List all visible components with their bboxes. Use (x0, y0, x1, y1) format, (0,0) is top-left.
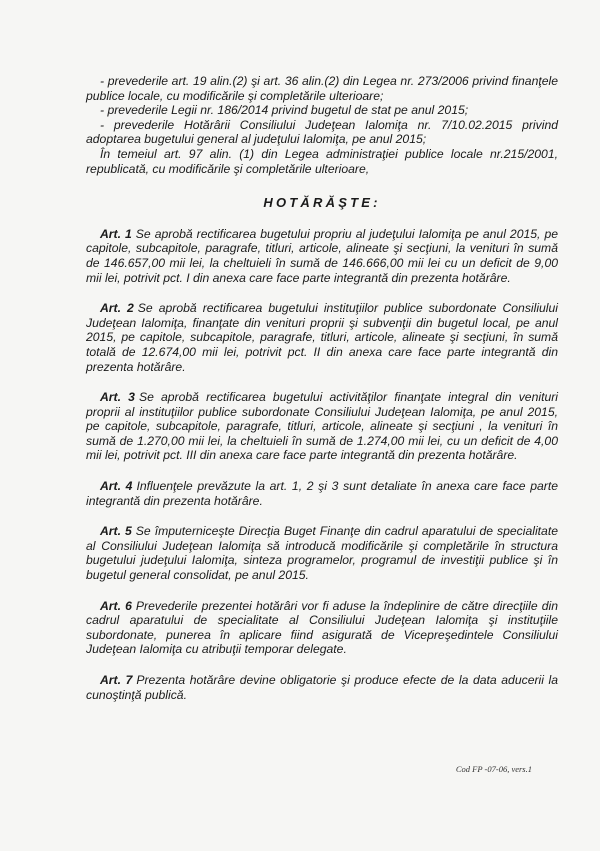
article-text: Prezenta hotărâre devine obligatorie şi produce efecte de la data aducerii la cunoştinţă publică. (86, 673, 559, 702)
article-7 (86, 673, 558, 702)
article-text: Prevederile prezentei hotărâri vor fi aduse la îndeplinire de către direcţiile din cadrul aparatului de specialitate al Consiliului Judeţean Ialomiţa şi instituţiile subordonate, punerea în aplicare fiind asigurată de Vicepreşedintele Consiliului Judeţean Ialomiţa cu atribuţii temporar delegate. (86, 598, 558, 657)
article-label: Art. 2 (100, 301, 134, 316)
article-4 (86, 479, 558, 508)
article-text: Se împuterniceşte Direcţia Buget Finanţe din cadrul aparatului de specialitate al Consiliului Judeţean Ialomiţa să introducă modificările şi completările în structura bugetului judeţului Ialomiţa, sinteza programelor, programul de investiţii publice şi în bugetul general consolidat, pe anul 2015. (86, 524, 558, 583)
preamble-item: În temeiul art. 97 alin. (1) din Legea administraţiei publice locale nr.215/2001, republicată, cu modificările şi completările ulterioare, (86, 146, 558, 176)
preamble-item: - prevederile Legii nr. 186/2014 privind bugetul de stat pe anul 2015; (100, 103, 469, 118)
article-label: Art. 5 (100, 524, 132, 539)
article-1 (86, 227, 558, 285)
decision-title: HOTĂRĂŞTE: (263, 195, 381, 211)
article-label: Art. 7 (100, 673, 133, 687)
article-label: Art. 4 (100, 479, 133, 494)
article-text: Se aprobă rectificarea bugetului instituţiilor publice subordonate Consiliului Judeţean Ialomiţa, finanţate din venituri proprii şi subvenţii din bugetul local, pe anul 2015, pe capitole, subcapitole, paragrafe, titluri, articole, alineate şi secţiuni, în sumă totală de 12.674,00 mii lei, potrivit pct. II din anexa care face parte integrantă din prezenta hotărâre. (86, 301, 559, 374)
article-text: Influenţele prevăzute la art. 1, 2 şi 3 sunt detaliate în anexa care face parte integrantă din prezenta hotărâre. (86, 479, 559, 508)
article-label: Art. 6 (100, 598, 132, 613)
article-text: Se aprobă rectificarea bugetului activităţilor finanţate integral din venituri proprii al instituţiilor publice subordonate Consiliului Judeţean Ialomiţa, pe anul 2015, pe capitole, subcapitole, paragrafe, titluri, articole, alineate şi secţiuni , la venituri în sumă de 1.270,00 mii lei, la cheltuieli în sumă de 1.274,00 mii lei, cu un deficit de 4,00 mii lei, potrivit pct. III din anexa care face parte integrantă din prezenta hotărâre. (86, 390, 559, 463)
article-label: Art. 3 (100, 390, 135, 405)
article-5 (86, 524, 558, 582)
article-text: Se aprobă rectificarea bugetului propriu al judeţului Ialomiţa pe anul 2015, pe capitole, subcapitole, paragrafe, titluri, articole, alineate şi secţiuni, la venituri în sumă de 146.657,00 mii lei, la cheltuieli în sumă de 146.666,00 mii lei cu un deficit de 9,00 mii lei, potrivit pct. I din anexa care face parte integrantă din prezenta hotărâre. (86, 226, 558, 285)
form-code: Cod FP -07-06, vers.1 (455, 764, 532, 774)
article-2 (86, 301, 558, 374)
article-label: Art. 1 (100, 226, 132, 241)
preamble (86, 74, 558, 176)
document-body (86, 74, 558, 718)
preamble-item: - prevederile Hotărârii Consiliului Judeţean Ialomiţa nr. 7/10.02.2015 privind adoptarea bugetului general al judeţului Ialomiţa, pe anul 2015; (86, 117, 558, 147)
article-6 (86, 599, 558, 657)
preamble-item: - prevederile art. 19 alin.(2) şi art. 36 alin.(2) din Legea nr. 273/2006 privind finanţele publice locale, cu modificările şi completările ulterioare; (86, 74, 558, 103)
article-3 (86, 390, 558, 463)
